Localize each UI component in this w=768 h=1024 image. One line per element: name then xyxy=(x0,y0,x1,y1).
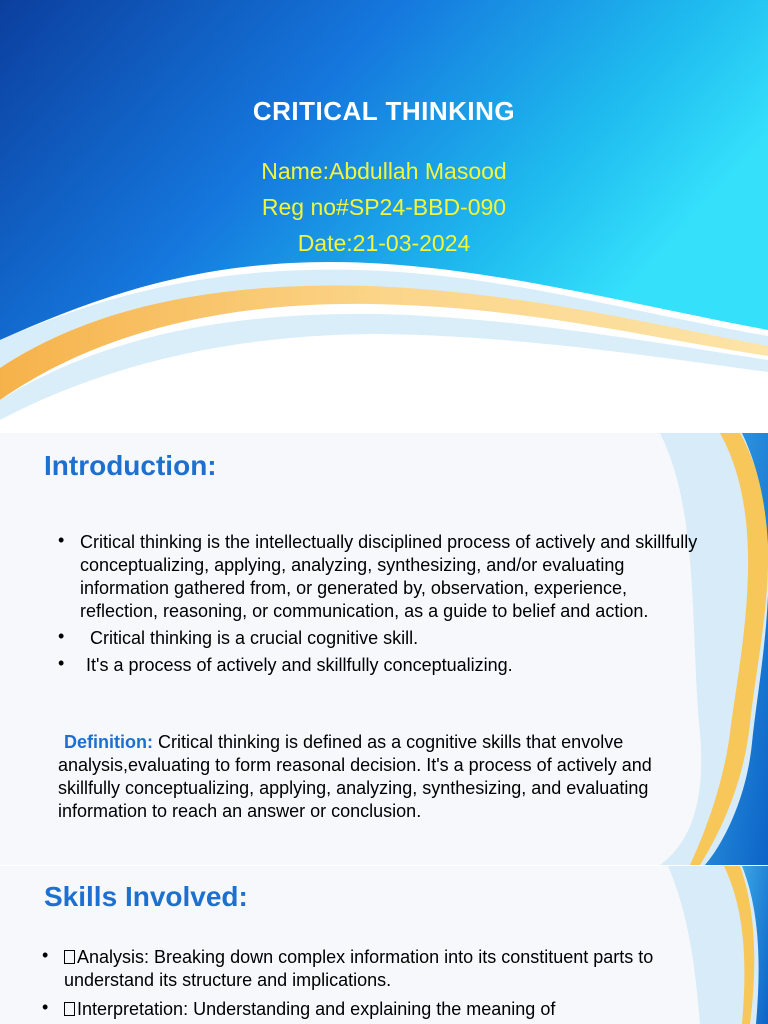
definition-paragraph xyxy=(58,731,698,823)
skills-heading: Skills Involved: xyxy=(44,881,248,912)
skills-slide xyxy=(0,866,768,1024)
introduction-slide xyxy=(0,433,768,865)
list-item: • Critical thinking is the intellectually disciplined process of actively and skillfully conceptualizing, applying, analyzing, synthesizing, and/or evaluating information gathered from, or generated by, observation, experience, reflection, reasoning, or communication, as a guide to belief and action. xyxy=(58,531,698,623)
introduction-heading: Introduction: xyxy=(44,450,217,481)
definition-text: Critical thinking is defined as a cognitive skills that envolve analysis,evaluating to form reasonal decision. It's a process of actively and skillfully conceptualizing, applying, analyzing, synthesizing, and evaluating information to reach an answer or conclusion. xyxy=(58,732,652,821)
list-item-text: Interpretation: Understanding and explaining the meaning of xyxy=(77,999,556,1019)
list-item xyxy=(42,998,722,1021)
title-slide xyxy=(0,0,768,432)
presentation-date: Date:21-03-2024 xyxy=(297,230,471,256)
list-item-text: Analysis: Breaking down complex information into its constituent parts to understand its structure and implications. xyxy=(64,947,654,990)
list-item xyxy=(42,946,722,992)
list-item: • It's a process of actively and skillfully conceptualizing. xyxy=(58,654,698,677)
skills-bullet-list xyxy=(42,946,722,1024)
definition-label: Definition: xyxy=(64,732,153,752)
registration-number: Reg no#SP24-BBD-090 xyxy=(261,194,507,220)
missing-glyph-box-icon xyxy=(64,1002,75,1016)
introduction-bullet-list xyxy=(58,531,698,681)
missing-glyph-box-icon xyxy=(64,950,75,964)
list-item: • Critical thinking is a crucial cognitive skill. xyxy=(58,627,698,650)
presentation-title: CRITICAL THINKING xyxy=(252,96,516,126)
author-name: Name:Abdullah Masood xyxy=(261,158,507,184)
